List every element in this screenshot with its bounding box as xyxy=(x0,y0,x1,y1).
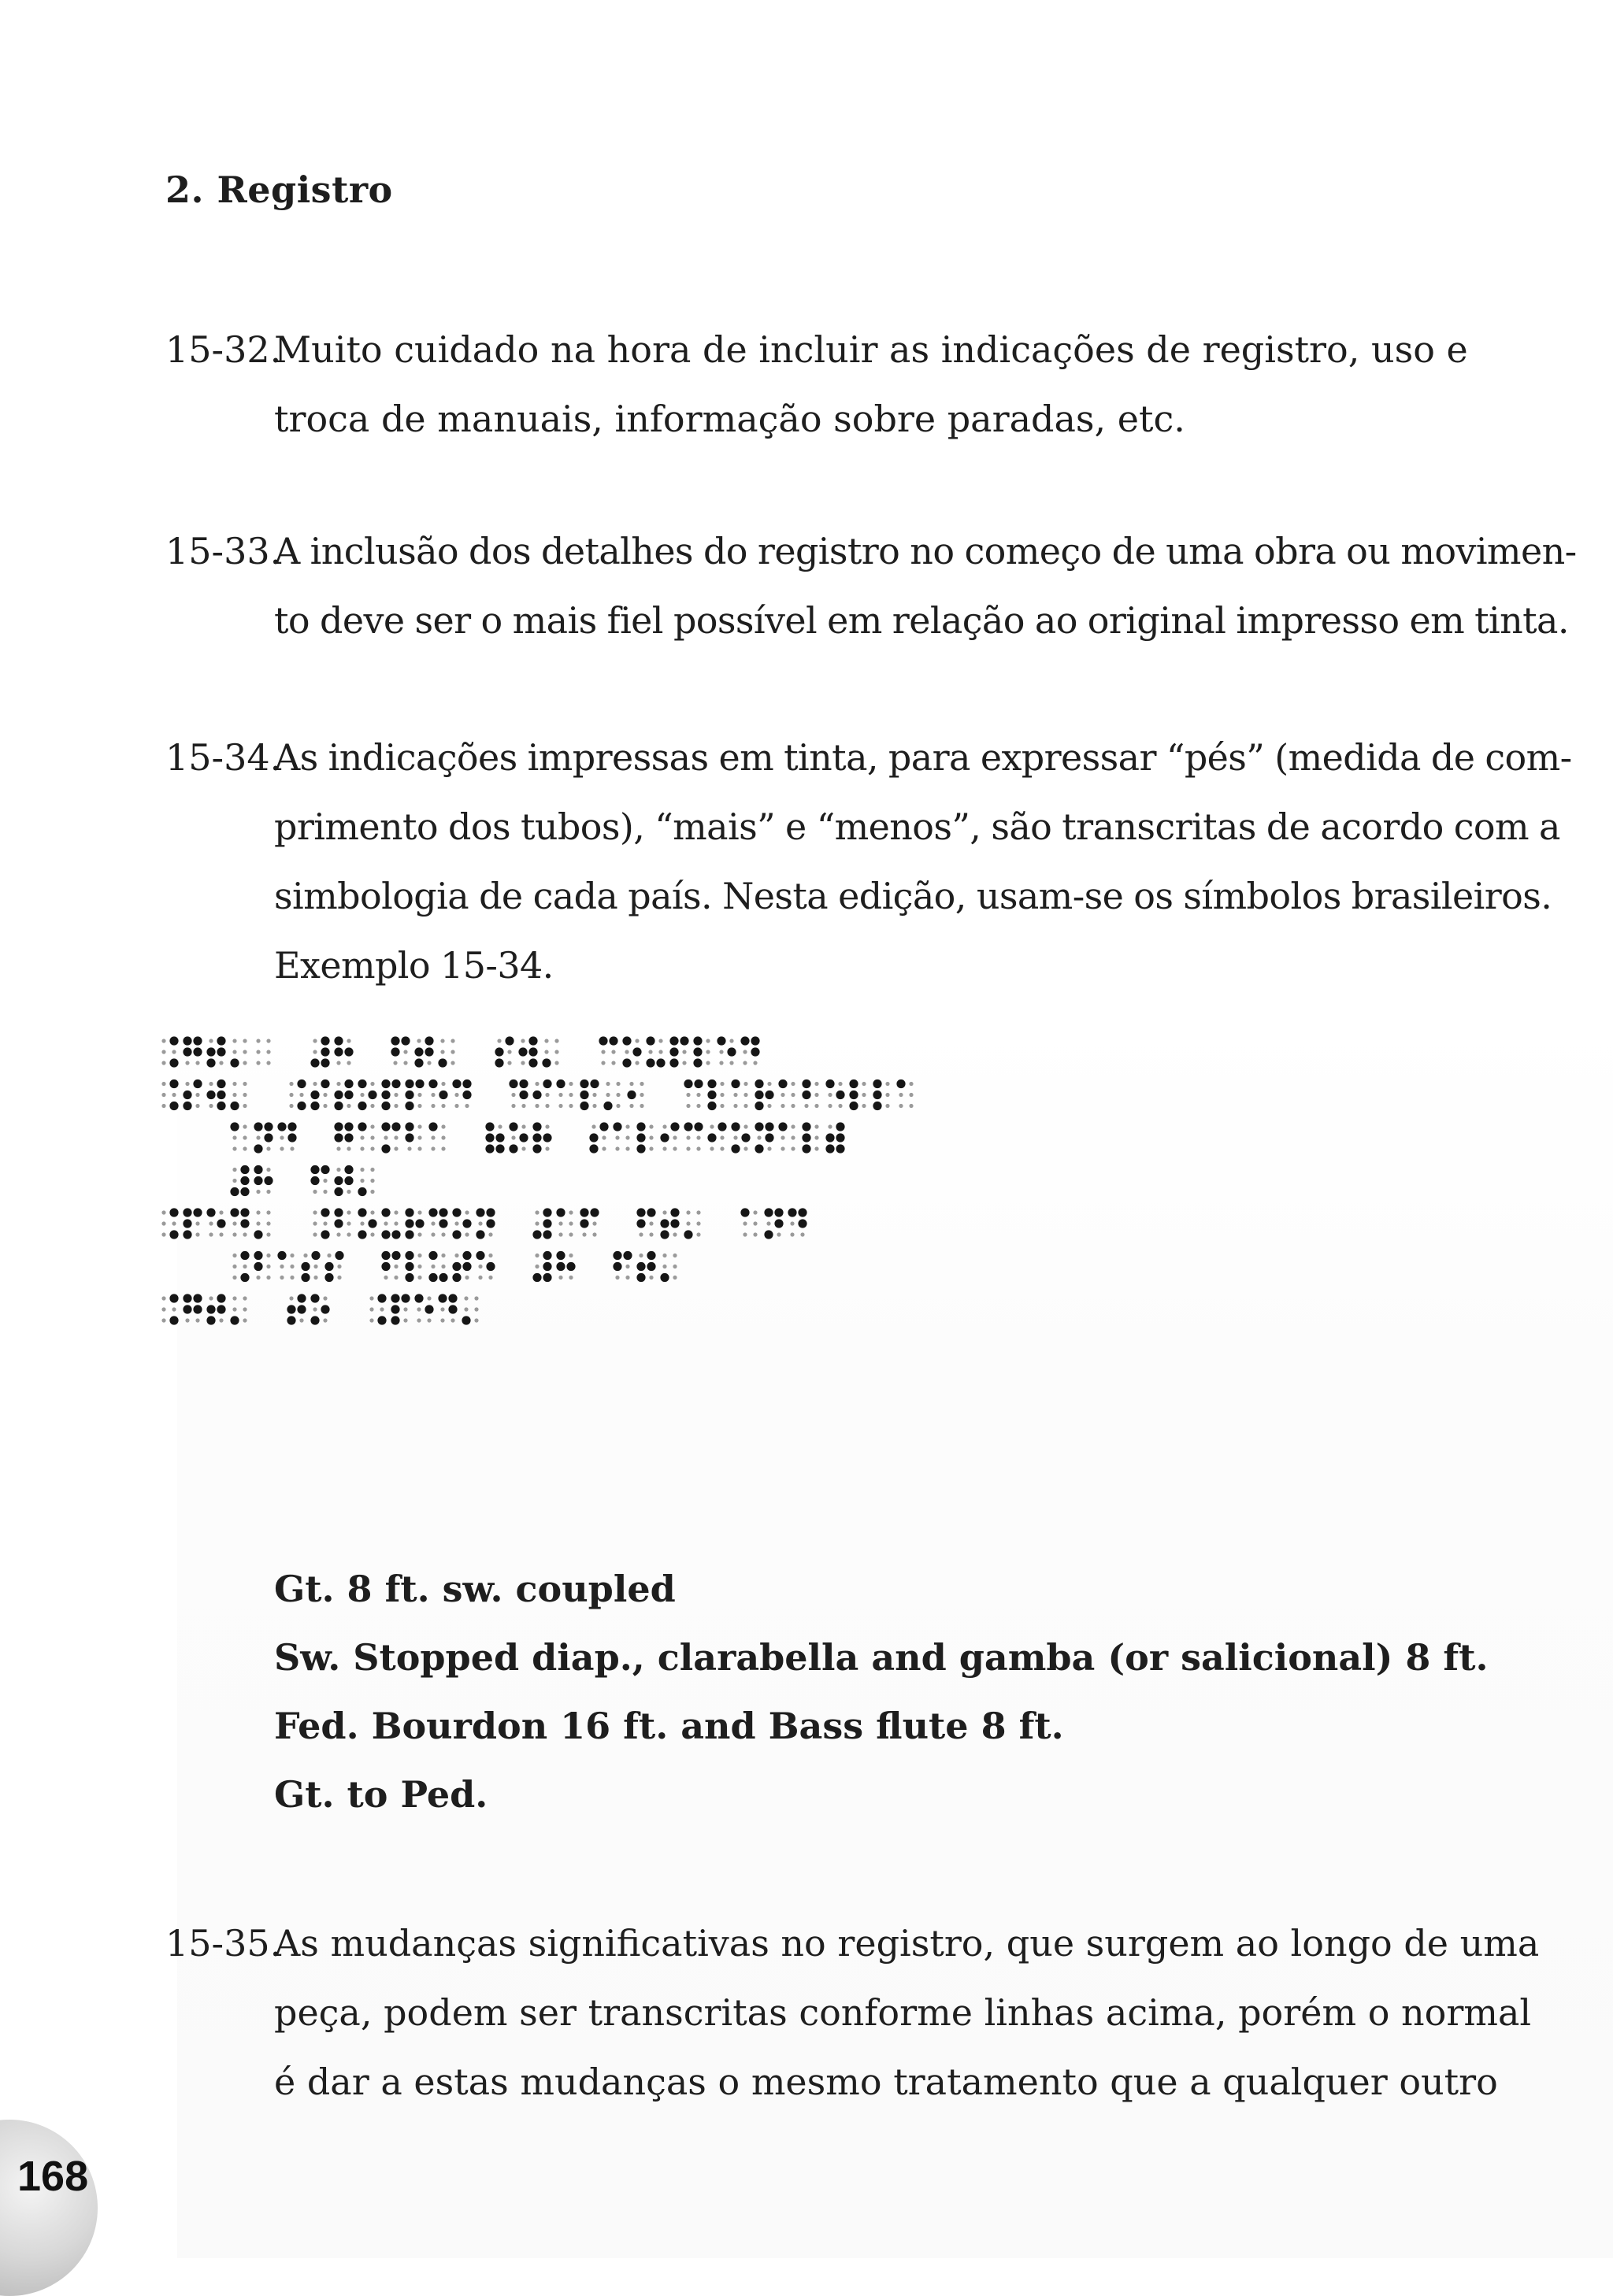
page-number: 168 xyxy=(17,2153,89,2200)
paragraph-line: é dar a estas mudanças o mesmo tratamento que a qualquer outro xyxy=(274,2061,1498,2103)
paragraph-line: troca de manuais, informação sobre paradas, etc. xyxy=(274,398,1185,440)
paragraph-line: peça, podem ser transcritas conforme linhas acima, porém o normal xyxy=(274,1991,1532,2034)
paragraph-line: primento dos tubos), “mais” e “menos”, são transcritas de acordo com a xyxy=(274,805,1560,848)
paragraph-line: Exemplo 15-34. xyxy=(274,944,554,987)
paragraph-number: 15-34. xyxy=(165,736,282,779)
translation-line: Fed. Bourdon 16 ft. and Bass flute 8 ft. xyxy=(274,1705,1064,1747)
section-title: 2. Registro xyxy=(165,168,393,211)
paragraph-line: simbologia de cada país. Nesta edição, usam-se os símbolos brasileiros. xyxy=(274,875,1552,917)
paragraph-number: 15-32. xyxy=(165,328,282,371)
translation-line: Gt. to Ped. xyxy=(274,1773,488,1816)
paragraph-line: As mudanças significativas no registro, que surgem ao longo de uma xyxy=(274,1922,1540,1965)
translation-line: Gt. 8 ft. sw. coupled xyxy=(274,1568,676,1610)
paragraph-line: Muito cuidado na hora de incluir as indicações de registro, uso e xyxy=(274,328,1468,371)
translation-line: Sw. Stopped diap., clarabella and gamba (or salicional) 8 ft. xyxy=(274,1636,1489,1679)
paragraph-line: to deve ser o mais fiel possível em relação ao original impresso em tinta. xyxy=(274,599,1569,642)
paragraph-number: 15-33. xyxy=(165,530,282,572)
paragraph-line: A inclusão dos detalhes do registro no começo de uma obra ou movimen- xyxy=(274,530,1577,572)
braille-translation xyxy=(274,1555,1488,1829)
paragraph-line: As indicações impressas em tinta, para expressar “pés” (medida de com- xyxy=(274,736,1572,779)
paragraph-number: 15-35. xyxy=(165,1922,282,1965)
